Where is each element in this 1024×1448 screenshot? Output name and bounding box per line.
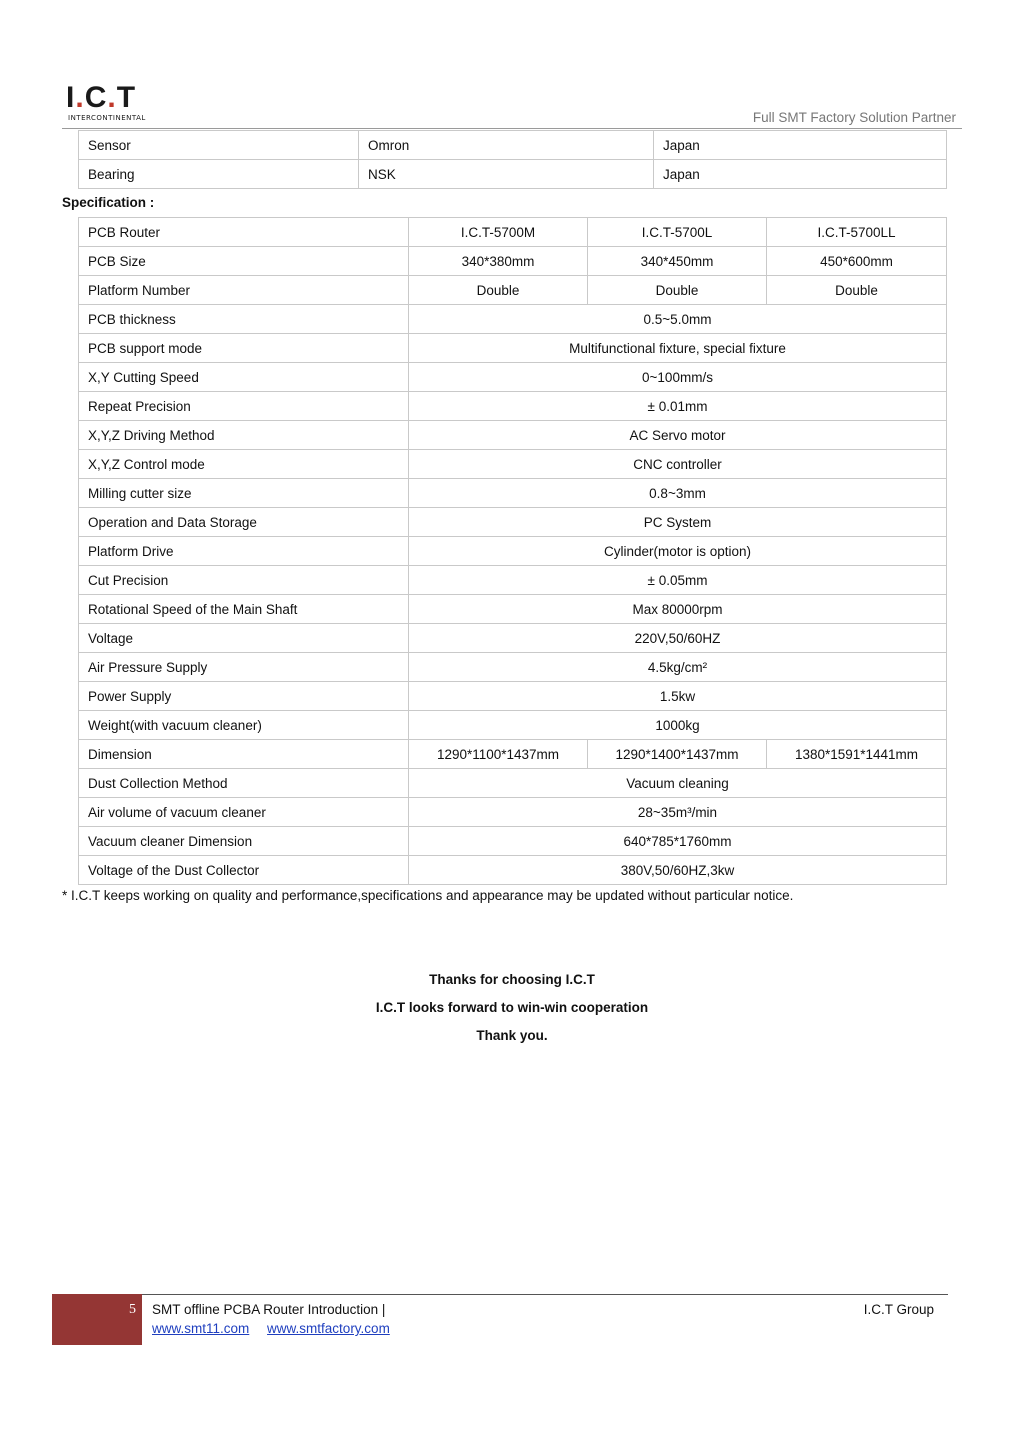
spec-row	[79, 450, 947, 479]
component-brand-cell: NSK	[359, 160, 654, 189]
spec-label-cell: Repeat Precision	[79, 392, 409, 421]
spec-label-cell: Weight(with vacuum cleaner)	[79, 711, 409, 740]
spec-value-cell: CNC controller	[409, 450, 947, 479]
spec-value-cell: ± 0.01mm	[409, 392, 947, 421]
footer-links	[152, 1321, 404, 1336]
spec-value-cell: Double	[767, 276, 947, 305]
logo-dot-1: .	[75, 81, 85, 114]
components-table	[78, 130, 947, 189]
model-header-cell: I.C.T-5700L	[588, 218, 767, 247]
spec-row	[79, 537, 947, 566]
closing-line-3: Thank you.	[476, 1028, 548, 1043]
spec-label-cell: Platform Number	[79, 276, 409, 305]
logo-letter-c: C	[84, 81, 108, 114]
spec-label-cell: Vacuum cleaner Dimension	[79, 827, 409, 856]
specification-heading: Specification :	[62, 195, 155, 210]
specification-table-body	[79, 218, 947, 885]
logo-letter-t: T	[116, 81, 137, 114]
spec-value-cell: ± 0.05mm	[409, 566, 947, 595]
spec-value-cell: 28~35m³/min	[409, 798, 947, 827]
spec-label-cell: X,Y Cutting Speed	[79, 363, 409, 392]
spec-value-cell: AC Servo motor	[409, 421, 947, 450]
footer-link-smt11[interactable]: www.smt11.com	[152, 1321, 250, 1336]
footer-divider	[142, 1294, 948, 1295]
spec-row	[79, 334, 947, 363]
model-header-cell: I.C.T-5700LL	[767, 218, 947, 247]
spec-value-cell: Vacuum cleaning	[409, 769, 947, 798]
page-number: 5	[129, 1302, 136, 1317]
spec-value-cell: 1290*1400*1437mm	[588, 740, 767, 769]
spec-label-cell: Voltage	[79, 624, 409, 653]
closing-line-1: Thanks for choosing I.C.T	[429, 972, 595, 987]
spec-value-cell: Cylinder(motor is option)	[409, 537, 947, 566]
spec-row	[79, 247, 947, 276]
spec-row	[79, 305, 947, 334]
closing-line-2: I.C.T looks forward to win-win cooperation	[375, 1000, 649, 1015]
spec-row	[79, 566, 947, 595]
spec-row	[79, 421, 947, 450]
spec-row	[79, 798, 947, 827]
spec-value-cell: 0.8~3mm	[409, 479, 947, 508]
spec-label-cell: Dimension	[79, 740, 409, 769]
spec-row	[79, 624, 947, 653]
spec-value-cell: 0.5~5.0mm	[409, 305, 947, 334]
spec-value-cell: Double	[588, 276, 767, 305]
spec-label-cell: Dust Collection Method	[79, 769, 409, 798]
spec-value-cell: Double	[409, 276, 588, 305]
spec-label-cell: Operation and Data Storage	[79, 508, 409, 537]
disclaimer-note: * I.C.T keeps working on quality and performance,specifications and appearance may be updated without particular notice.	[62, 888, 794, 903]
spec-value-cell: 0~100mm/s	[409, 363, 947, 392]
spec-value-cell: 340*450mm	[588, 247, 767, 276]
logo-letter-i: I	[66, 81, 76, 114]
header-tagline: Full SMT Factory Solution Partner	[752, 110, 956, 125]
components-table-body	[79, 131, 947, 189]
spec-value-cell: 1.5kw	[409, 682, 947, 711]
spec-row	[79, 508, 947, 537]
spec-label-cell: Milling cutter size	[79, 479, 409, 508]
logo-wordmark	[66, 82, 136, 114]
spec-label-cell: Voltage of the Dust Collector	[79, 856, 409, 885]
spec-label-cell: Air Pressure Supply	[79, 653, 409, 682]
spec-row	[79, 740, 947, 769]
spec-row	[79, 769, 947, 798]
header-divider	[62, 128, 962, 129]
footer-link-smtfactory[interactable]: www.smtfactory.com	[267, 1321, 390, 1336]
spec-row	[79, 711, 947, 740]
spec-label-cell: Power Supply	[79, 682, 409, 711]
spec-label-cell: X,Y,Z Control mode	[79, 450, 409, 479]
spec-value-cell: PC System	[409, 508, 947, 537]
spec-value-cell: 220V,50/60HZ	[409, 624, 947, 653]
spec-row	[79, 595, 947, 624]
spec-row	[79, 392, 947, 421]
spec-value-cell: Multifunctional fixture, special fixture	[409, 334, 947, 363]
spec-value-cell: 450*600mm	[767, 247, 947, 276]
component-origin-cell: Japan	[654, 131, 947, 160]
logo-dot-2: .	[107, 81, 117, 114]
spec-label-cell: PCB thickness	[79, 305, 409, 334]
spec-header-label: PCB Router	[79, 218, 409, 247]
spec-label-cell: PCB support mode	[79, 334, 409, 363]
spec-label-cell: Air volume of vacuum cleaner	[79, 798, 409, 827]
spec-row	[79, 827, 947, 856]
spec-value-cell: 380V,50/60HZ,3kw	[409, 856, 947, 885]
spec-value-cell: 1000kg	[409, 711, 947, 740]
model-header-cell: I.C.T-5700M	[409, 218, 588, 247]
component-row	[79, 160, 947, 189]
component-item-cell: Sensor	[79, 131, 359, 160]
specification-table	[78, 217, 947, 885]
footer-company: I.C.T Group	[863, 1302, 934, 1317]
logo-subtitle: INTERCONTINENTAL	[68, 114, 146, 122]
spec-value-cell: 1290*1100*1437mm	[409, 740, 588, 769]
component-brand-cell: Omron	[359, 131, 654, 160]
company-logo	[66, 82, 166, 124]
component-origin-cell: Japan	[654, 160, 947, 189]
spec-value-cell: 640*785*1760mm	[409, 827, 947, 856]
footer-page-block	[52, 1294, 142, 1345]
spec-row	[79, 856, 947, 885]
spec-row	[79, 682, 947, 711]
spec-row	[79, 653, 947, 682]
spec-value-cell: 1380*1591*1441mm	[767, 740, 947, 769]
footer-title: SMT offline PCBA Router Introduction |	[152, 1302, 386, 1317]
spec-label-cell: Platform Drive	[79, 537, 409, 566]
spec-value-cell: 4.5kg/cm²	[409, 653, 947, 682]
spec-value-cell: 340*380mm	[409, 247, 588, 276]
spec-value-cell: Max 80000rpm	[409, 595, 947, 624]
spec-row	[79, 363, 947, 392]
spec-label-cell: PCB Size	[79, 247, 409, 276]
spec-label-cell: X,Y,Z Driving Method	[79, 421, 409, 450]
component-row	[79, 131, 947, 160]
spec-label-cell: Cut Precision	[79, 566, 409, 595]
spec-row	[79, 276, 947, 305]
spec-row	[79, 479, 947, 508]
spec-header-row	[79, 218, 947, 247]
component-item-cell: Bearing	[79, 160, 359, 189]
spec-label-cell: Rotational Speed of the Main Shaft	[79, 595, 409, 624]
